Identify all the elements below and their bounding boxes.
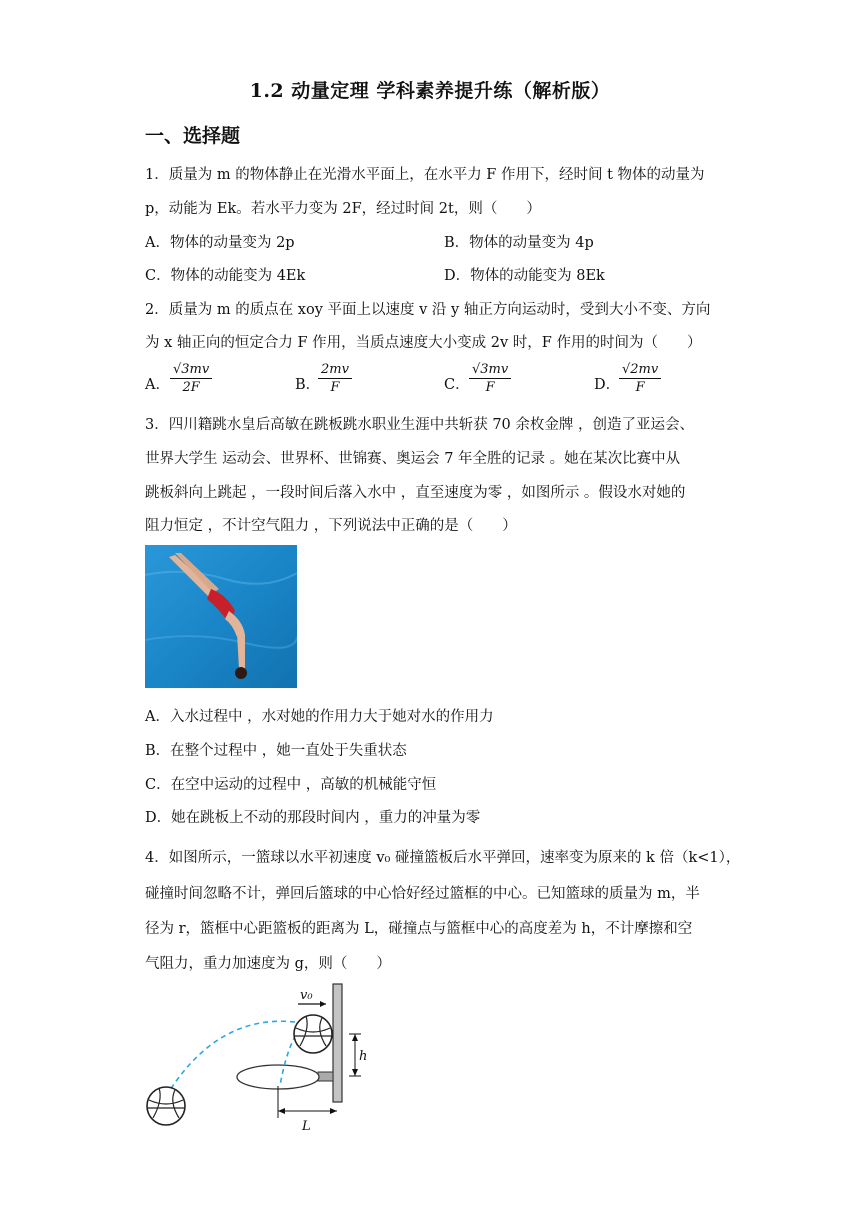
q1-stem-line1: 1．质量为 m 的物体静止在光滑水平面上，在水平力 F 作用下，经时间 t 物体的动量为 (145, 167, 705, 183)
q2-option-c-fraction (469, 362, 511, 395)
q2-option-c-denominator: F (485, 380, 495, 395)
q2-option-b-fraction (318, 362, 352, 395)
q4-stem-line3: 径为 r，篮框中心距篮板的距离为 L，碰撞点与篮框中心的高度差为 h，不计摩擦和空 (145, 921, 693, 937)
q3-stem-line2: 世界大学生 运动会、世界杯、世锦赛、奥运会 7 年全胜的记录 。她在某次比赛中从 (145, 451, 681, 467)
q1-option-c: C．物体的动能变为 4Ek (145, 268, 306, 284)
q2-option-a-fraction (170, 362, 212, 395)
q3-stem-line1: 3．四川籍跳水皇后高敏在跳板跳水职业生涯中共斩获 70 余枚金牌 ，创造了亚运会、 (145, 417, 695, 433)
q3-option-b: B．在整个过程中 ，她一直处于失重状态 (145, 743, 407, 759)
q3-stem-line3: 跳板斜向上跳起 ，一段时间后落入水中 ，直至速度为零 ，如图所示 。假设水对她的 (145, 485, 686, 501)
diver-photo (145, 545, 297, 688)
q2-stem-line2: 为 x 轴正向的恒定合力 F 作用，当质点速度大小变成 2v 时，F 作用的时间为（ ） (145, 335, 702, 351)
q1-option-a: A．物体的动量变为 2p (145, 235, 295, 251)
q3-option-c: C．在空中运动的过程中 ，高敏的机械能守恒 (145, 777, 437, 793)
label-h: h (359, 1049, 368, 1064)
q2-stem-line1: 2．质量为 m 的质点在 xoy 平面上以速度 v 沿 y 轴正方向运动时，受到大小不变、方向 (145, 302, 711, 318)
rim-bracket (318, 1072, 333, 1081)
q2-option-b-label: B． (295, 377, 321, 393)
basketball-diagram (140, 978, 400, 1140)
q2-option-c-label: C． (444, 377, 470, 393)
q2-option-a-numerator: √3mv (170, 362, 212, 379)
q2-option-d-denominator: F (635, 380, 645, 395)
q2-option-a-label: A． (145, 377, 170, 393)
q3-option-d: D．她在跳板上不动的那段时间内 ，重力的冲量为零 (145, 810, 481, 826)
q3-option-a: A．入水过程中 ，水对她的作用力大于她对水的作用力 (145, 709, 494, 725)
q2-option-c-numerator: √3mv (469, 362, 511, 379)
label-L: L (302, 1119, 311, 1134)
q3-stem-line4: 阻力恒定 ，不计空气阻力 ，下列说法中正确的是（ ） (145, 518, 517, 534)
q4-stem-line1: 4．如图所示，一篮球以水平初速度 v₀ 碰撞篮板后水平弹回，速率变为原来的 k 倍（k<1）， (145, 850, 741, 866)
q2-option-d-numerator: √2mv (619, 362, 661, 379)
label-v0: v₀ (300, 988, 313, 1003)
q1-option-d: D．物体的动能变为 8Ek (444, 268, 605, 284)
basket-rim (237, 1065, 319, 1089)
q1-stem-line2: p，动能为 Ek。若水平力变为 2F，经过时间 2t，则（ ） (145, 201, 541, 217)
basketball-lower (147, 1087, 185, 1125)
q2-option-b-denominator: F (330, 380, 340, 395)
page-title: 1.2 动量定理 学科素养提升练（解析版） (249, 80, 611, 102)
q4-stem-line4: 气阻力，重力加速度为 g，则（ ） (145, 956, 391, 972)
q2-option-d-label: D． (594, 377, 621, 393)
backboard (333, 984, 342, 1102)
q1-option-b: B．物体的动量变为 4p (444, 235, 594, 251)
section-heading: 一、选择题 (145, 125, 241, 147)
q4-stem-line2: 碰撞时间忽略不计，弹回后篮球的中心恰好经过篮框的中心。已知篮球的质量为 m，半 (145, 886, 700, 902)
basketball-upper (294, 1015, 332, 1053)
q2-option-d-fraction (619, 362, 661, 395)
q2-option-b-numerator: 2mv (318, 362, 352, 379)
q2-option-a-denominator: 2F (182, 380, 200, 395)
